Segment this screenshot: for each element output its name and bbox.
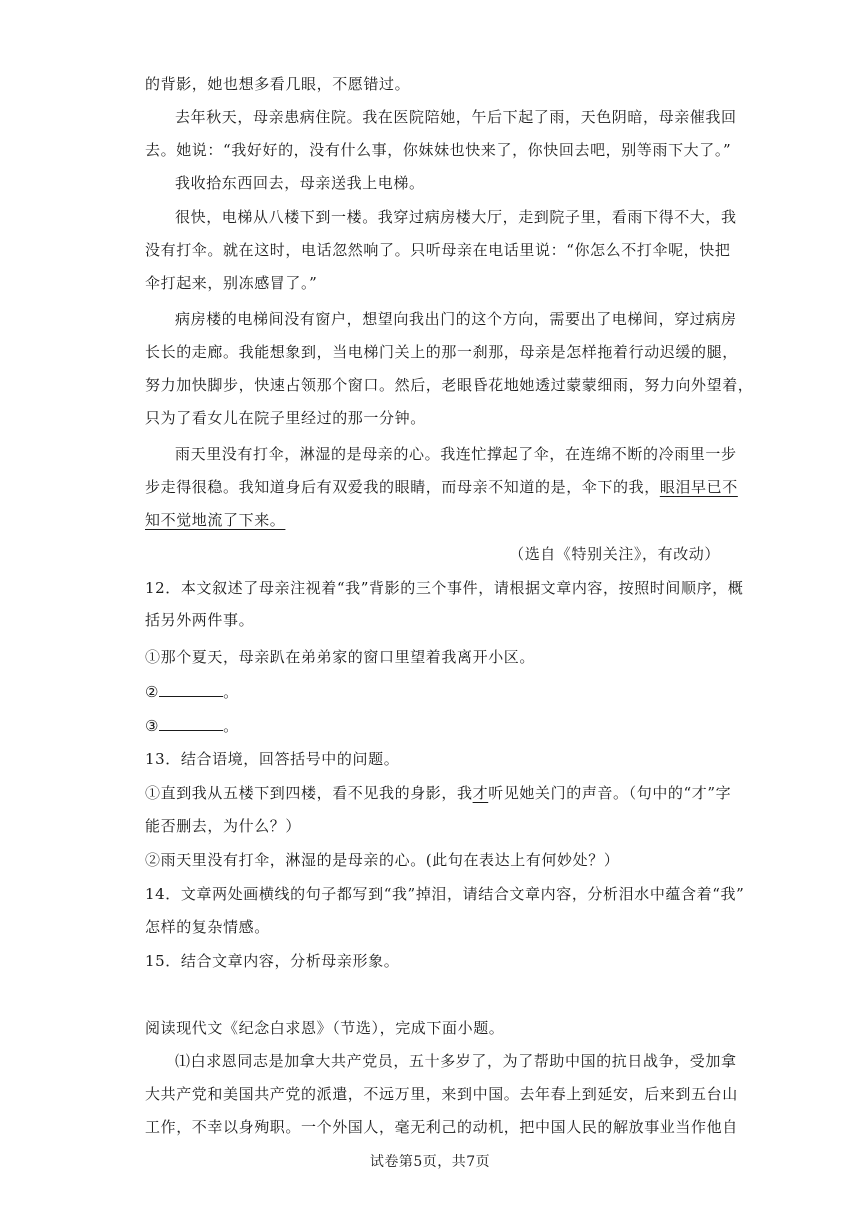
passage-line: 只为了看女儿在院子里经过的那一分钟。 [145, 409, 426, 427]
passage-line: 雨天里没有打伞，淋湿的是母亲的心。我连忙撑起了伞，在连绵不断的冷雨里一步 [175, 445, 737, 463]
passage-line [145, 510, 720, 530]
question-13-item: ②雨天里没有打伞，淋湿的是母亲的心。(此句在表达上有何妙处？） [145, 851, 620, 869]
reading-intro: 阅读现代文《纪念白求恩》（节选），完成下面小题。 [145, 1019, 505, 1037]
passage-line: 长长的走廊。我能想象到，当电梯门关上的那一刹那，母亲是怎样拖着行动迟缓的腿， [145, 343, 738, 361]
passage-line: 没有打伞。就在这时，电话忽然响了。只听母亲在电话里说：“你怎么不打伞呢，快把 [145, 241, 731, 259]
passage-line: ⑴白求恩同志是加拿大共产党员，五十多岁了，为了帮助中国的抗日战争，受加拿 [175, 1052, 737, 1070]
answer-blank-item [145, 682, 720, 702]
item-number: ② [145, 683, 160, 701]
passage-line [145, 477, 738, 497]
passage-line: 我收拾东西回去，母亲送我上电梯。 [175, 174, 425, 192]
marked-character: 才 [472, 784, 489, 802]
passage-text: 步走得很稳。我知道身后有双爱我的眼睛，而母亲不知道的是，伞下的我， [145, 478, 660, 496]
item-period: 。 [223, 717, 239, 735]
passage-line: 努力加快脚步，快速占领那个窗口。然后，老眼昏花地她透过蒙蒙细雨，努力向外望着， [145, 376, 754, 394]
question-15: 15．结合文章内容，分析母亲形象。 [145, 952, 400, 970]
answer-blank[interactable] [159, 682, 223, 697]
question-12-cont: 括另外两件事。 [145, 611, 255, 629]
source-citation: （选自《特别关注》，有改动） [509, 545, 720, 563]
question-14: 14．文章两处画横线的句子都写到“我”掉泪，请结合文章内容，分析泪水中蕴含着“我” [145, 885, 745, 903]
underlined-sentence: 眼泪早已不 [659, 478, 738, 496]
question-text: 听见她关门的声音。（句中的“才”字 [488, 784, 732, 802]
passage-line: 的背影，她也想多看几眼，不愿错过。 [145, 75, 411, 93]
question-12: 12．本文叙述了母亲注视着“我”背影的三个事件，请根据文章内容，按照时间顺序，概 [145, 579, 744, 597]
passage-line: 去。她说：“我好好的，没有什么事，你妹妹也快来了，你快回去吧，别等雨下大了。” [145, 141, 732, 159]
item-number: ③ [145, 717, 160, 735]
passage-line: 工作，不幸以身殉职。一个外国人，毫无利己的动机，把中国人民的解放事业当作他自 [145, 1118, 738, 1136]
question-14-cont: 怎样的复杂情感。 [145, 918, 270, 936]
passage-line: 很快，电梯从八楼下到一楼。我穿过病房楼大厅，走到院子里，看雨下得不大，我 [175, 208, 737, 226]
answer-blank[interactable] [159, 716, 223, 731]
question-13-item-cont: 能否删去，为什么？） [145, 817, 302, 835]
passage-line: 伞打起来，别冻感冒了。” [145, 274, 318, 292]
answer-blank-item [145, 716, 720, 736]
underlined-sentence: 知不觉地流了下来。 [145, 511, 286, 529]
question-13: 13．结合语境，回答括号中的问题。 [145, 750, 400, 768]
answer-item: ①那个夏天，母亲趴在弟弟家的窗口里望着我离开小区。 [145, 648, 536, 666]
question-text: ①直到我从五楼下到四楼，看不见我的身影，我 [145, 784, 473, 802]
question-13-item [145, 783, 732, 803]
item-period: 。 [223, 683, 239, 701]
passage-line: 去年秋天，母亲患病住院。我在医院陪她，午后下起了雨，天色阴暗，母亲催我回 [175, 108, 737, 126]
passage-line: 大共产党和美国共产党的派遣，不远万里，来到中国。去年春上到延安，后来到五台山 [145, 1085, 738, 1103]
page-footer: 试卷第5页，共7页 [369, 1154, 491, 1170]
passage-line: 病房楼的电梯间没有窗户，想望向我出门的这个方向，需要出了电梯间，穿过病房 [175, 310, 737, 328]
